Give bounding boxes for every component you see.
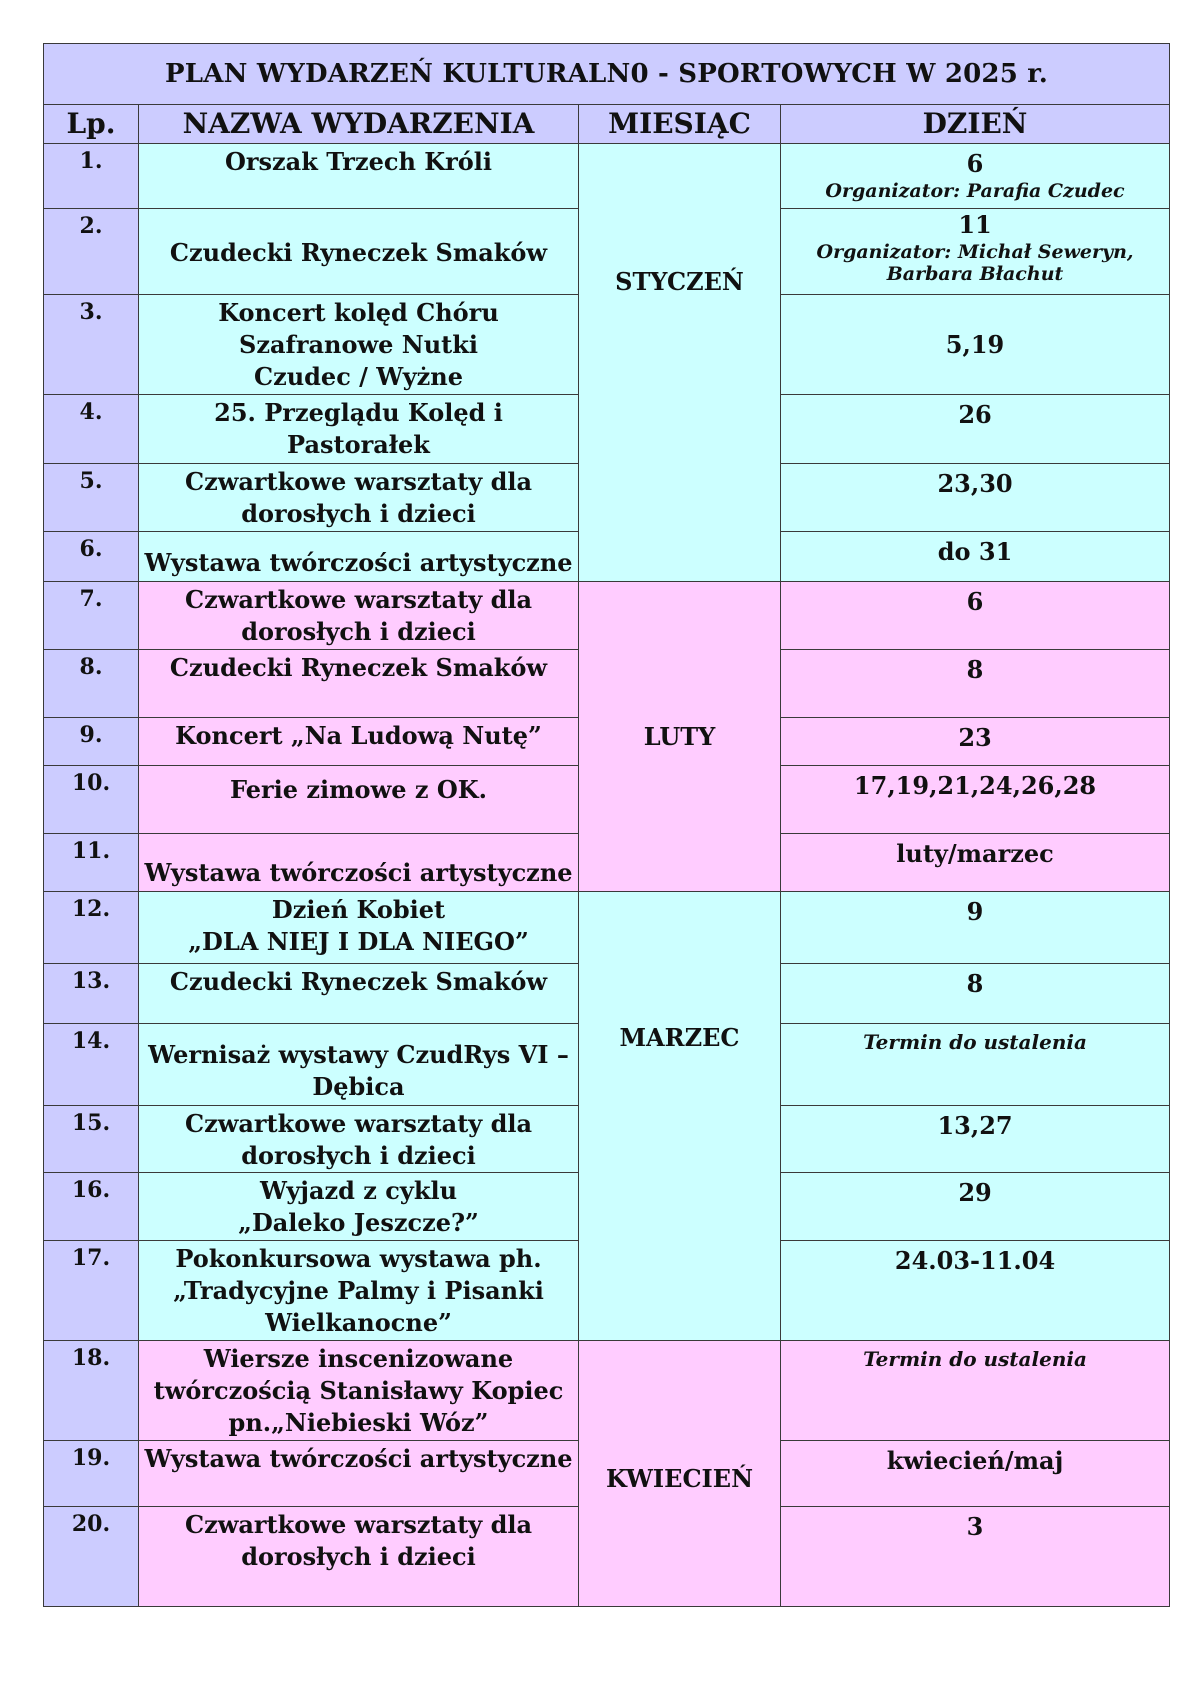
event-day-tbd: Termin do ustalenia	[781, 1024, 1170, 1106]
header-row	[44, 105, 1170, 144]
event-organizer: Barbara Błachut	[886, 263, 1064, 285]
event-day	[781, 144, 1170, 209]
event-day: 29	[781, 1173, 1170, 1241]
row-number: 14.	[44, 1024, 139, 1106]
event-name	[139, 532, 579, 582]
event-name	[139, 209, 579, 295]
event-name	[139, 582, 579, 650]
event-day: 23,30	[781, 464, 1170, 532]
event-name-line: Wystawa twórczości artystyczne	[144, 548, 573, 577]
table-row	[44, 1341, 1170, 1441]
event-name	[139, 464, 579, 532]
event-name-line: Wielkanocne”	[265, 1308, 452, 1337]
event-organizer: Organizator: Michał Seweryn,	[816, 241, 1134, 263]
event-name	[139, 295, 579, 395]
header-month: MIESIĄC	[579, 105, 781, 144]
event-name-line: Wiersze inscenizowane	[203, 1344, 514, 1373]
event-name	[139, 395, 579, 464]
row-number: 8.	[44, 650, 139, 718]
row-number: 6.	[44, 532, 139, 582]
row-number: 17.	[44, 1241, 139, 1341]
table-row	[44, 582, 1170, 650]
row-number: 4.	[44, 395, 139, 464]
event-day: 17,19,21,24,26,28	[781, 766, 1170, 834]
event-name-line: Czwartkowe warsztaty dla	[184, 1510, 533, 1539]
row-number: 7.	[44, 582, 139, 650]
table-row	[44, 144, 1170, 209]
event-name-line: Czudecki Ryneczek Smaków	[169, 967, 548, 996]
event-name-line: twórczością Stanisławy Kopiec	[153, 1376, 564, 1405]
event-name-line: Czwartkowe warsztaty dla	[184, 585, 533, 614]
row-number: 1.	[44, 144, 139, 209]
row-number: 11.	[44, 834, 139, 892]
event-name-line: Czudecki Ryneczek Smaków	[169, 653, 548, 682]
event-name-line: Dzień Kobiet	[271, 895, 446, 924]
event-day: 8	[781, 964, 1170, 1024]
event-name-line: „Daleko Jeszcze?”	[238, 1208, 479, 1237]
event-name-line: 25. Przeglądu Kolęd i Pastorałek	[214, 398, 503, 459]
event-name-line: Czudec / Wyżne	[253, 362, 464, 391]
row-number: 2.	[44, 209, 139, 295]
row-number: 13.	[44, 964, 139, 1024]
event-day: 6	[781, 582, 1170, 650]
month-marzec: MARZEC	[579, 892, 781, 1341]
event-name-line: Wernisaż wystawy CzudRys VI –	[148, 1040, 569, 1069]
month-kwiecien: KWIECIEŃ	[579, 1341, 781, 1607]
event-day: 5,19	[781, 295, 1170, 395]
event-name-line: Czwartkowe warsztaty dla	[184, 1109, 533, 1138]
event-name	[139, 1507, 579, 1607]
event-name-line: dorosłych i dzieci	[241, 1542, 476, 1571]
event-name	[139, 1341, 579, 1441]
event-name	[139, 766, 579, 834]
row-number: 20.	[44, 1507, 139, 1607]
events-table	[43, 43, 1170, 1607]
events-plan-sheet	[43, 43, 1169, 1607]
event-name-line: Czwartkowe warsztaty dla	[184, 467, 533, 496]
event-name	[139, 718, 579, 766]
row-number: 3.	[44, 295, 139, 395]
event-name	[139, 1173, 579, 1241]
event-name-line: dorosłych i dzieci	[241, 617, 476, 646]
header-name: NAZWA WYDARZENIA	[139, 105, 579, 144]
month-styczen: STYCZEŃ	[579, 144, 781, 582]
event-name	[139, 964, 579, 1024]
event-name-line: Wystawa twórczości artystyczne	[144, 1444, 573, 1473]
month-luty: LUTY	[579, 582, 781, 892]
event-day: 23	[781, 718, 1170, 766]
title-row	[44, 44, 1170, 105]
event-day	[781, 209, 1170, 295]
event-name	[139, 1024, 579, 1106]
event-name-line: Koncert kolęd Chóru	[218, 298, 499, 327]
event-day: 9	[781, 892, 1170, 964]
row-number: 18.	[44, 1341, 139, 1441]
event-day: 24.03-11.04	[781, 1241, 1170, 1341]
event-name	[139, 1106, 579, 1173]
event-day: 13,27	[781, 1106, 1170, 1173]
row-number: 9.	[44, 718, 139, 766]
header-day: DZIEŃ	[781, 105, 1170, 144]
event-day: kwiecień/maj	[781, 1441, 1170, 1507]
event-name	[139, 1441, 579, 1507]
row-number: 10.	[44, 766, 139, 834]
event-day: do 31	[781, 532, 1170, 582]
header-lp: Lp.	[44, 105, 139, 144]
event-name	[139, 144, 579, 209]
event-day: 26	[781, 395, 1170, 464]
event-name-line: Wyjazd z cyklu	[259, 1176, 458, 1205]
event-day: luty/marzec	[781, 834, 1170, 892]
event-name-line: Pokonkursowa wystawa ph.	[175, 1244, 542, 1273]
event-name	[139, 650, 579, 718]
event-name-line: „DLA NIEJ I DLA NIEGO”	[188, 927, 529, 956]
event-name-line: dorosłych i dzieci	[241, 1141, 476, 1170]
event-day-value: 6	[966, 149, 984, 178]
event-day: 8	[781, 650, 1170, 718]
event-name-line: Orszak Trzech Króli	[224, 147, 493, 176]
event-name	[139, 892, 579, 964]
event-day-value: 11	[958, 210, 992, 239]
event-day-tbd: Termin do ustalenia	[781, 1341, 1170, 1441]
event-name-line: Czudecki Ryneczek Smaków	[169, 237, 548, 267]
event-day: 3	[781, 1507, 1170, 1607]
event-name-line: Szafranowe Nutki	[239, 330, 478, 359]
event-name-line: Koncert „Na Ludową Nutę”	[175, 721, 542, 750]
event-name	[139, 834, 579, 892]
event-organizer: Organizator: Parafia Czudec	[825, 180, 1125, 202]
event-name-line: Wystawa twórczości artystyczne	[144, 858, 573, 887]
row-number: 12.	[44, 892, 139, 964]
event-name-line: Ferie zimowe z OK.	[230, 775, 487, 804]
table-row	[44, 892, 1170, 964]
row-number: 15.	[44, 1106, 139, 1173]
event-name-line: pn.„Niebieski Wóz”	[228, 1408, 489, 1437]
row-number: 5.	[44, 464, 139, 532]
event-name	[139, 1241, 579, 1341]
event-name-line: Dębica	[312, 1072, 405, 1101]
event-name-line: dorosłych i dzieci	[241, 499, 476, 528]
event-name-line: „Tradycyjne Palmy i Pisanki	[173, 1276, 544, 1305]
row-number: 19.	[44, 1441, 139, 1507]
row-number: 16.	[44, 1173, 139, 1241]
table-title: PLAN WYDARZEŃ KULTURALN0 - SPORTOWYCH W 2025 r.	[44, 44, 1170, 105]
